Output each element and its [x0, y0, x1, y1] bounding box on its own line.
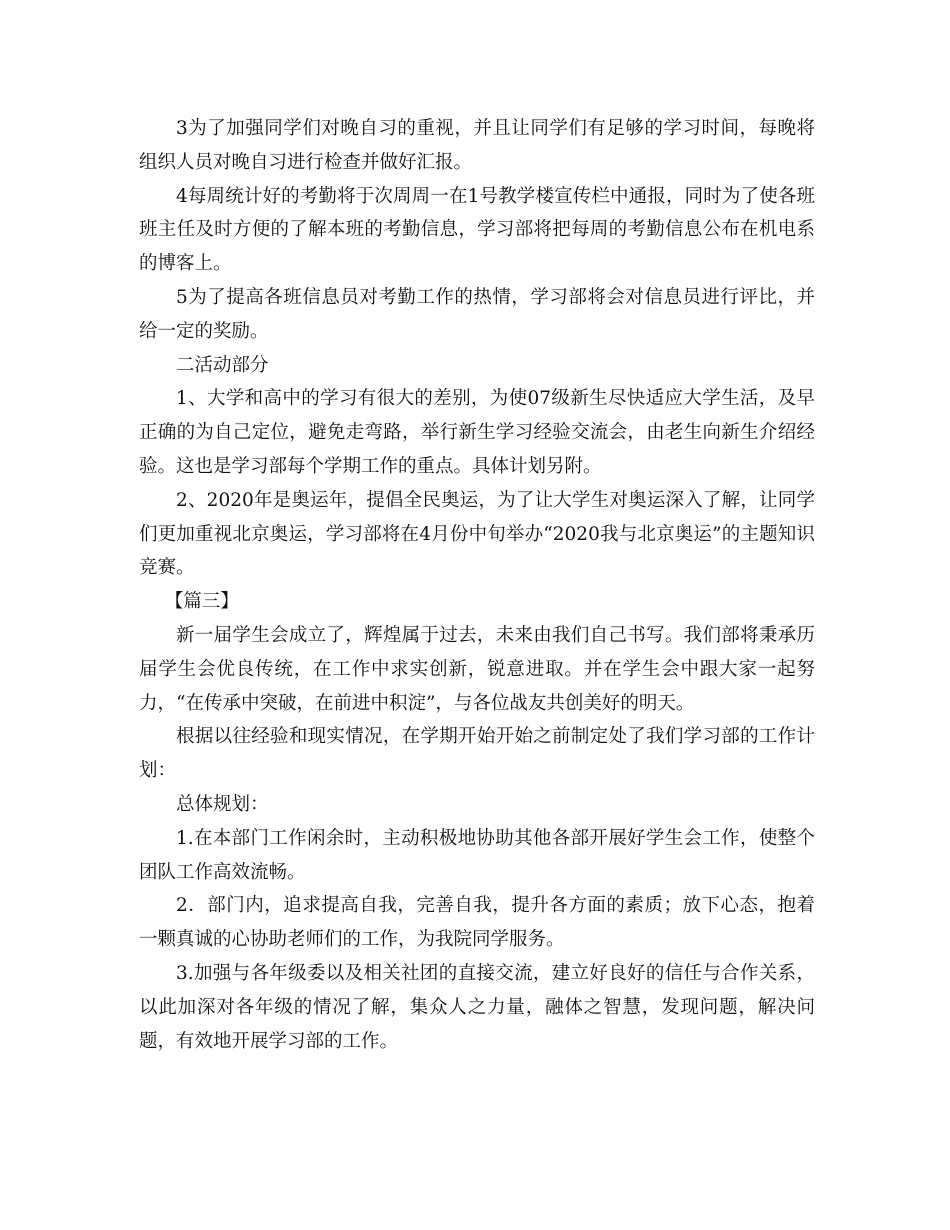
paragraph-intro: 新一届学生会成立了，辉煌属于过去，未来由我们自己书写。我们部将秉承历届学生会优良传统，在工作中求实创新，锐意进取。并在学生会中跟大家一起努力，“在传承中突破，在前进中积淀”，与各位战友共创美好的明天。	[139, 624, 815, 714]
paragraph-activity-1: 1、大学和高中的学习有很大的差别，为使07级新生尽快适应大学生活，及早正确的为自己定位，避免走弯路，举行新生学习经验交流会，由老生向新生介绍经验。这也是学习部每个学期工作的重点。具体计划另附。	[139, 388, 815, 477]
section-heading-part-three: 【篇三】	[164, 591, 239, 613]
section-heading-overall-plan: 总体规划：	[176, 793, 269, 815]
paragraph-attendance-3: 3为了加强同学们对晚自习的重视，并且让同学们有足够的学习时间，每晚将组织人员对晚自习进行检查并做好汇报。	[139, 118, 815, 173]
paragraph-plan-2: 2．部门内，追求提高自我，完善自我，提升各方面的素质；放下心态，抱着一颗真诚的心协助老师们的工作，为我院同学服务。	[139, 895, 815, 951]
paragraph-plan-1: 1.在本部门工作闲余时，主动积极地协助其他各部开展好学生会工作，使整个团队工作高效流畅。	[139, 827, 815, 883]
section-heading-activities: 二活动部分	[176, 354, 269, 376]
paragraph-attendance-4: 4每周统计好的考勤将于次周周一在1号教学楼宣传栏中通报，同时为了使各班班主任及时方便的了解本班的考勤信息，学习部将把每周的考勤信息公布在机电系的博客上。	[139, 185, 815, 275]
document-body	[139, 112, 815, 1058]
paragraph-attendance-5: 5为了提高各班信息员对考勤工作的热情，学习部将会对信息员进行评比，并给一定的奖励。	[139, 286, 815, 342]
paragraph-plan-basis: 根据以往经验和现实情况，在学期开始开始之前制定处了我们学习部的工作计划：	[139, 726, 815, 782]
paragraph-activity-2: 2、2020年是奥运年，提倡全民奥运，为了让大学生对奥运深入了解，让同学们更加重视北京奥运，学习部将在4月份中旬举办“2020我与北京奥运”的主题知识竞赛。	[139, 489, 815, 579]
paragraph-plan-3: 3.加强与各年级委以及相关社团的直接交流，建立好良好的信任与合作关系，以此加深对各年级的情况了解，集众人之力量，融体之智慧，发现问题，解决问题，有效地开展学习部的工作。	[139, 962, 815, 1052]
